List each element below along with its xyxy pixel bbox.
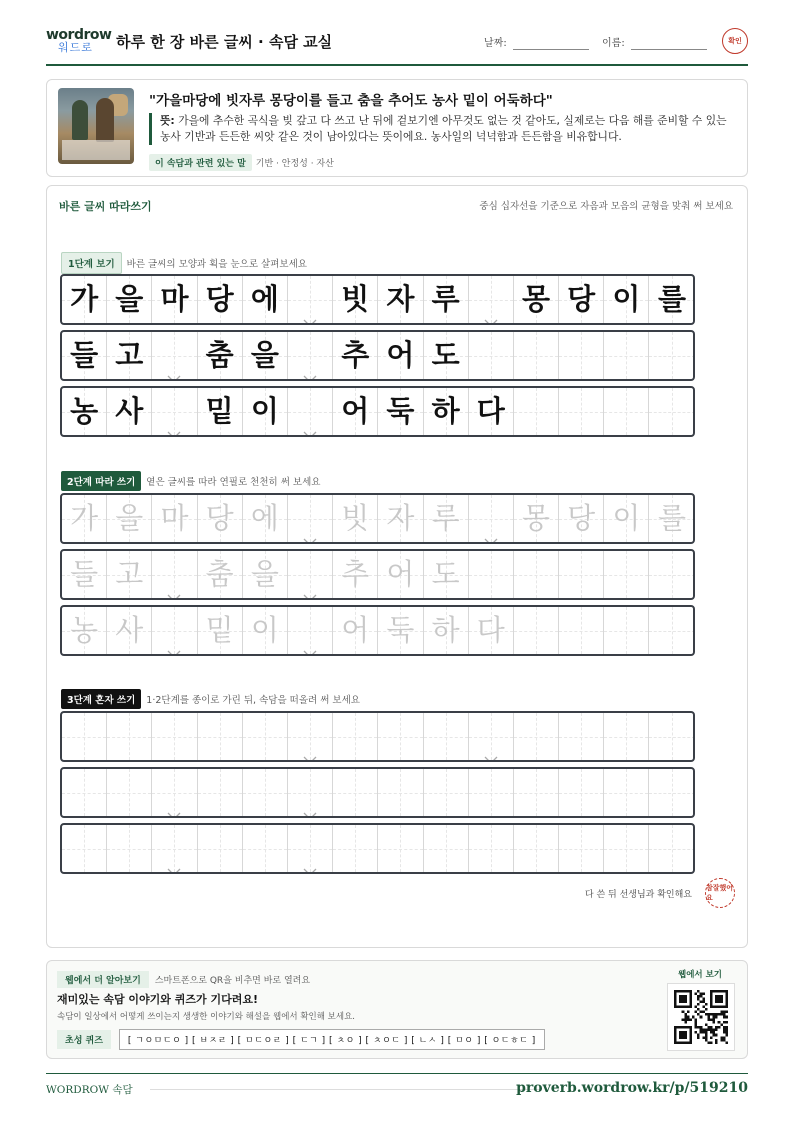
grid-cell [198,388,243,435]
grid-cell[interactable] [649,825,694,872]
grid-cell[interactable] [198,495,243,542]
blank-writing-row[interactable] [60,823,695,874]
grid-character: 어 [341,613,370,647]
date-label: 날짜: [484,38,507,49]
grid-cell[interactable] [424,495,469,542]
grid-character: 자 [386,501,415,535]
web-tag-label: 웹에서 더 알아보기 [57,971,149,988]
grid-cell[interactable] [604,551,649,598]
space-mark-icon [167,643,181,651]
proverb-title: "가을마당에 빗자루 몽당이를 들고 춤을 추어도 농사 밑이 어둑하다" [149,93,553,109]
grid-cell [469,332,514,379]
grid-cell[interactable] [424,551,469,598]
grid-cell[interactable] [107,769,152,816]
space-mark-icon [303,368,317,376]
grid-cell[interactable] [62,495,107,542]
grid-character: 둑 [386,394,415,428]
grid-cell[interactable] [107,495,152,542]
space-mark-icon [303,531,317,539]
grid-character: 어 [341,394,370,428]
grid-cell [604,332,649,379]
grid-cell [378,276,423,323]
grid-character: 에 [250,282,279,316]
space-mark-icon [167,805,181,813]
grid-cell[interactable] [198,825,243,872]
grid-cell [107,332,152,379]
grid-cell[interactable] [152,495,197,542]
grid-cell[interactable] [107,713,152,760]
grid-cell[interactable] [333,713,378,760]
grid-cell[interactable] [514,607,559,654]
grid-cell [514,388,559,435]
stage1-header [61,252,307,274]
grid-cell[interactable] [604,713,649,760]
grid-character: 루 [431,501,460,535]
grid-cell[interactable] [333,551,378,598]
grid-character: 를 [658,501,687,535]
space-mark-icon [167,424,181,432]
grid-cell[interactable] [152,607,197,654]
grid-cell[interactable] [288,551,333,598]
space-mark-icon [167,587,181,595]
grid-cell[interactable] [649,551,694,598]
grid-character: 농 [70,613,99,647]
quiz-label: 초성 퀴즈 [57,1030,111,1049]
trace-writing-row[interactable] [60,549,695,600]
grid-cell[interactable] [62,551,107,598]
grid-cell[interactable] [378,713,423,760]
grid-cell [604,388,649,435]
grid-cell[interactable] [604,495,649,542]
grid-cell [107,388,152,435]
grid-cell [288,388,333,435]
grid-character: 빗 [341,501,370,535]
grid-cell[interactable] [559,495,604,542]
grid-cell[interactable] [469,607,514,654]
grid-character: 를 [658,282,687,316]
grid-cell[interactable] [107,825,152,872]
grid-character: 이 [250,394,279,428]
grid-cell[interactable] [288,713,333,760]
grid-cell[interactable] [198,551,243,598]
grid-cell[interactable] [469,713,514,760]
grid-character: 빗 [341,282,370,316]
grid-cell[interactable] [333,495,378,542]
grid-cell[interactable] [604,769,649,816]
grid-cell [649,388,694,435]
grid-character: 가 [70,501,99,535]
space-mark-icon [303,861,317,869]
grid-character: 고 [115,338,144,372]
grid-character: 도 [431,338,460,372]
grid-cell [649,332,694,379]
grid-cell [198,276,243,323]
date-field[interactable] [484,34,589,50]
stage1-badge: 1단계 보기 [61,252,122,274]
grid-cell[interactable] [378,551,423,598]
grid-cell[interactable] [514,825,559,872]
grid-cell [378,332,423,379]
blank-writing-row[interactable] [60,711,695,762]
grid-cell[interactable] [514,769,559,816]
grid-cell[interactable] [424,607,469,654]
grid-character: 춤 [205,557,234,591]
grid-cell[interactable] [378,825,423,872]
grid-cell[interactable] [469,825,514,872]
qr-code-icon[interactable] [667,983,735,1051]
chosung-quiz [57,1029,545,1050]
grid-cell [604,276,649,323]
grid-cell [243,388,288,435]
grid-character: 둑 [386,613,415,647]
check-seal-icon: 확인 [722,28,748,54]
grid-cell [333,332,378,379]
grid-cell[interactable] [378,607,423,654]
space-mark-icon [303,587,317,595]
grid-cell [152,388,197,435]
grid-cell[interactable] [469,495,514,542]
grid-cell[interactable] [559,551,604,598]
grid-character: 마 [160,501,189,535]
grid-cell [288,276,333,323]
name-line[interactable] [631,49,707,50]
related-tag: 이 속담과 관련 있는 말 [149,154,252,171]
example-writing-row [60,274,695,325]
grid-cell [559,388,604,435]
footer-line [150,1089,540,1090]
qr-label: 웹에서 보기 [677,970,722,980]
example-writing-row [60,386,695,437]
practice-title: 바른 글씨 따라쓰기 [59,200,152,213]
grid-cell[interactable] [62,769,107,816]
grid-character: 을 [115,501,144,535]
related-list: 기반 · 안정성 · 자산 [255,159,334,169]
good-job-stamp-icon: 참잘했어요 [705,878,735,908]
meaning-label: 뜻: [160,114,175,127]
grid-character: 몽 [521,501,550,535]
grid-cell[interactable] [559,607,604,654]
web-tag-desc: 스마트폰으로 QR을 비추면 바로 열려요 [154,976,311,986]
grid-cell [288,332,333,379]
grid-cell[interactable] [333,825,378,872]
grid-cell[interactable] [559,769,604,816]
grid-cell [559,332,604,379]
grid-cell[interactable] [424,769,469,816]
grid-cell[interactable] [198,769,243,816]
grid-cell[interactable] [649,607,694,654]
grid-cell[interactable] [514,713,559,760]
grid-cell[interactable] [604,825,649,872]
grid-cell[interactable] [469,551,514,598]
grid-cell[interactable] [378,769,423,816]
grid-character: 마 [160,282,189,316]
grid-character: 하 [431,613,460,647]
grid-cell[interactable] [243,495,288,542]
grid-character: 을 [250,338,279,372]
grid-cell [243,332,288,379]
grid-cell[interactable] [243,607,288,654]
proverb-illustration [58,88,134,164]
grid-cell[interactable] [152,825,197,872]
footer-divider [46,1073,748,1074]
grid-character: 에 [250,501,279,535]
qr-code-graphic [674,990,728,1044]
space-mark-icon [167,861,181,869]
date-line[interactable] [513,49,589,50]
grid-character: 자 [386,282,415,316]
grid-character: 이 [250,613,279,647]
page-title: 하루 한 장 바른 글씨 · 속담 교실 [116,33,333,51]
web-promo-box [46,960,748,1059]
grid-cell[interactable] [469,769,514,816]
grid-cell [62,388,107,435]
grid-character: 당 [205,282,234,316]
stage2-desc: 옅은 글씨를 따라 연필로 천천히 써 보세요 [146,477,321,488]
trace-writing-row[interactable] [60,605,695,656]
grid-character: 다 [476,394,505,428]
grid-character: 다 [476,613,505,647]
space-mark-icon [484,531,498,539]
grid-cell[interactable] [559,713,604,760]
name-field[interactable] [602,34,707,50]
teacher-note: 다 쓴 뒤 선생님과 확인해요 [584,890,692,900]
stage3-header [61,689,360,709]
grid-cell[interactable] [649,495,694,542]
grid-cell [649,276,694,323]
grid-character: 을 [115,282,144,316]
grid-cell[interactable] [649,769,694,816]
grid-cell [107,276,152,323]
grid-cell[interactable] [288,825,333,872]
grid-character: 사 [115,394,144,428]
grid-cell[interactable] [107,551,152,598]
space-mark-icon [303,805,317,813]
grid-cell[interactable] [378,495,423,542]
quiz-text: [ ㄱㅇㅁㄷㅇ ] [ ㅂㅈㄹ ] [ ㅁㄷㅇㄹ ] [ ㄷㄱ ] [ ㅊㅇ ] [ ㅊㅇㄷ ] [ ㄴㅅ ] [ ㅁㅇ ] [ ㅇㄷㅎㄷ ] [119,1029,545,1050]
example-writing-row [60,330,695,381]
grid-character: 몽 [521,282,550,316]
blank-writing-row[interactable] [60,767,695,818]
grid-cell[interactable] [424,713,469,760]
grid-character: 춤 [205,338,234,372]
grid-cell [469,388,514,435]
grid-character: 당 [205,501,234,535]
grid-cell[interactable] [62,713,107,760]
grid-character: 을 [250,557,279,591]
grid-character: 들 [70,557,99,591]
grid-character: 들 [70,338,99,372]
grid-character: 어 [386,557,415,591]
grid-character: 당 [567,501,596,535]
grid-cell[interactable] [152,713,197,760]
grid-character: 루 [431,282,460,316]
page-header [46,24,748,64]
grid-cell [424,332,469,379]
grid-character: 밑 [205,394,234,428]
grid-character: 하 [431,394,460,428]
grid-character: 이 [612,282,641,316]
grid-cell[interactable] [288,495,333,542]
grid-cell [198,332,243,379]
trace-writing-row[interactable] [60,493,695,544]
stage2-badge: 2단계 따라 쓰기 [61,471,141,491]
header-divider [46,64,748,66]
grid-cell [424,388,469,435]
grid-cell [514,276,559,323]
footer-url[interactable]: proverb.wordrow.kr/p/519210 [516,1080,748,1096]
grid-cell [62,276,107,323]
grid-cell[interactable] [243,769,288,816]
grid-cell [152,332,197,379]
stage3-badge: 3단계 혼자 쓰기 [61,689,141,709]
grid-cell[interactable] [649,713,694,760]
logo-subtext: 워드로 [58,41,93,54]
grid-cell[interactable] [198,713,243,760]
grid-cell[interactable] [62,607,107,654]
grid-cell[interactable] [243,713,288,760]
grid-cell[interactable] [424,825,469,872]
grid-cell [152,276,197,323]
grid-cell[interactable] [514,551,559,598]
grid-character: 고 [115,557,144,591]
grid-character: 사 [115,613,144,647]
practice-hint: 중심 십자선을 기준으로 자음과 모음의 균형을 맞춰 써 보세요 [479,201,733,212]
grid-cell [333,388,378,435]
grid-cell[interactable] [243,825,288,872]
grid-character: 이 [612,501,641,535]
grid-cell[interactable] [288,769,333,816]
space-mark-icon [484,749,498,757]
grid-cell[interactable] [333,769,378,816]
name-label: 이름: [602,38,625,49]
stage3-desc: 1·2단계를 종이로 가린 뒤, 속담을 떠올려 써 보세요 [146,695,360,706]
grid-cell [559,276,604,323]
grid-cell[interactable] [243,551,288,598]
space-mark-icon [484,312,498,320]
grid-character: 밑 [205,613,234,647]
grid-character: 도 [431,557,460,591]
grid-cell [243,276,288,323]
grid-cell [424,276,469,323]
grid-cell[interactable] [198,607,243,654]
grid-cell [514,332,559,379]
grid-character: 어 [386,338,415,372]
grid-cell[interactable] [559,825,604,872]
grid-character: 당 [567,282,596,316]
stage1-desc: 바른 글씨의 모양과 획을 눈으로 살펴보세요 [126,259,307,270]
grid-character: 추 [341,338,370,372]
space-mark-icon [303,312,317,320]
logo-text: wordrow [46,27,112,43]
grid-cell [378,388,423,435]
grid-cell[interactable] [514,495,559,542]
space-mark-icon [303,424,317,432]
grid-character: 가 [70,282,99,316]
meaning-text: 가을에 추수한 곡식을 빚 갚고 다 쓰고 난 뒤에 겉보기엔 아무것도 없는 것 같아도, 실제로는 다음 해를 준비할 수 있는 농사 기반과 든든한 씨앗 같은 것이 남아있다는 뜻이에요. 농사일의 넉넉함과 든든함을 비유합니다. [160,114,727,143]
grid-cell[interactable] [62,825,107,872]
web-title: 재미있는 속담 이야기와 퀴즈가 기다려요! [57,993,258,1006]
grid-cell[interactable] [604,607,649,654]
proverb-meaning [149,113,734,145]
stage2-header [61,471,320,491]
footer-brand: WORDROW 속담 [46,1084,133,1096]
grid-cell [333,276,378,323]
space-mark-icon [303,749,317,757]
grid-cell [469,276,514,323]
related-words [149,154,334,171]
space-mark-icon [167,368,181,376]
space-mark-icon [303,643,317,651]
wordrow-logo [46,27,112,56]
grid-cell[interactable] [107,607,152,654]
grid-cell[interactable] [152,551,197,598]
grid-cell [62,332,107,379]
web-desc: 속담이 일상에서 어떻게 쓰이는지 생생한 이야기와 해설을 웹에서 확인해 보세요. [57,1012,355,1022]
proverb-card [46,79,748,177]
grid-character: 농 [70,394,99,428]
grid-character: 추 [341,557,370,591]
grid-cell[interactable] [152,769,197,816]
grid-cell[interactable] [333,607,378,654]
grid-cell[interactable] [288,607,333,654]
web-tag [57,971,310,988]
